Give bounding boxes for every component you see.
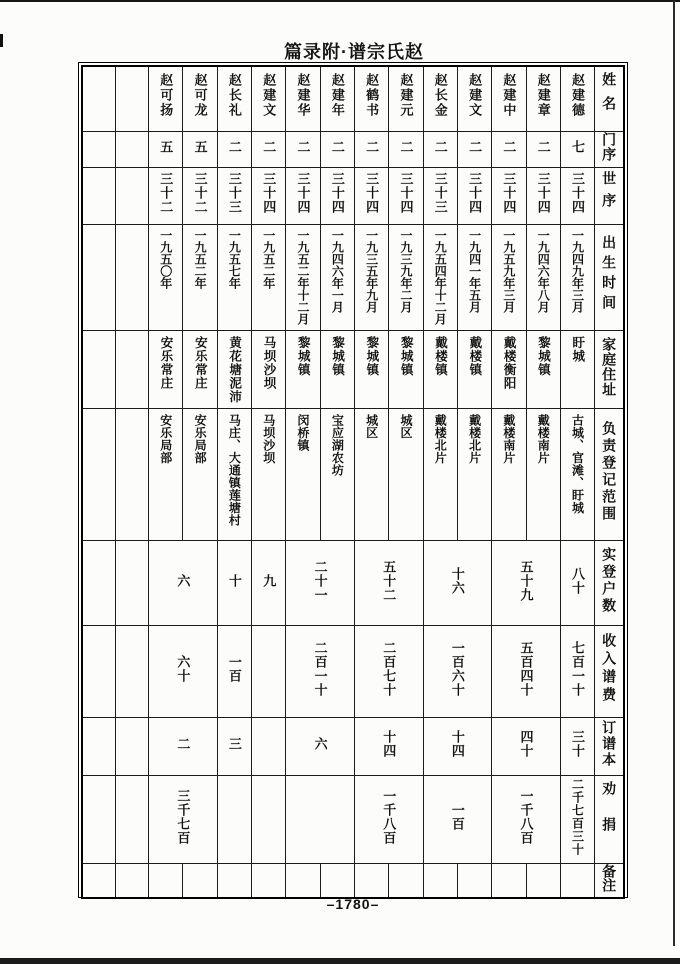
donation-cell [286,776,355,864]
name-cell: 赵建文 [457,66,491,131]
birth-cell: 一九四六年一月 [320,224,354,330]
volumes-cell: 三 [217,718,251,776]
address-cell: 安乐常庄 [149,330,183,409]
row-generation-order [82,167,624,224]
empty-cell [82,776,115,864]
remarks-cell [423,864,457,899]
branch-order-cell: 二 [492,131,526,167]
birth-cell: 一九四六年八月 [526,224,560,330]
birth-cell: 一九五九年三月 [492,224,526,330]
generation-cell: 三十四 [354,167,388,224]
row-header-fee-income: 收入谱费 [595,626,624,718]
address-cell: 黎城镇 [286,330,320,409]
generation-cell: 三十二 [183,167,217,224]
page-number: –1780– [326,896,380,912]
address-cell: 戴楼镇 [423,330,457,409]
row-header-birth-date: 出生时间 [595,224,624,330]
generation-cell: 三十四 [492,167,526,224]
branch-order-cell: 二 [423,131,457,167]
scope-cell: 马庄、大通镇莲塘村 [217,409,251,541]
empty-cell [115,541,148,626]
row-remarks [82,864,624,899]
remarks-cell [526,864,560,899]
branch-order-cell: 二 [457,131,491,167]
branch-order-cell: 五 [183,131,217,167]
fee-cell: 五百四十 [492,626,561,718]
donation-cell: 一百 [423,776,492,864]
branch-order-cell: 二 [286,131,320,167]
birth-cell: 一九三五年九月 [354,224,388,330]
scope-cell: 城区 [354,409,388,541]
fee-cell: 六十 [149,626,218,718]
name-cell: 赵可龙 [183,66,217,131]
address-cell: 黎城镇 [389,330,423,409]
name-cell: 赵建中 [492,66,526,131]
empty-cell [82,626,115,718]
households-cell: 五十二 [354,541,423,626]
donation-cell: 二千七百三十 [560,776,594,864]
row-birth-date [82,224,624,330]
scope-cell: 戴楼南片 [492,409,526,541]
row-header-ordered-volumes: 订谱本 [595,718,624,776]
birth-cell: 一九五七年 [217,224,251,330]
scope-cell: 戴楼南片 [526,409,560,541]
fee-cell [252,626,286,718]
page-title: 篇录附·谱宗氏赵 [284,42,424,62]
remarks-cell [286,864,320,899]
address-cell: 戴楼镇 [457,330,491,409]
scan-edge-right [673,0,675,946]
birth-cell: 一九五〇年 [149,224,183,330]
birth-cell: 一九四一年五月 [457,224,491,330]
address-cell: 黎城镇 [320,330,354,409]
generation-cell: 三十四 [526,167,560,224]
row-names [82,66,624,131]
row-header-generation-order: 世序 [595,167,624,224]
empty-cell [115,864,148,899]
branch-order-cell: 二 [217,131,251,167]
genealogy-register-table [78,62,628,898]
row-registered-households [82,541,624,626]
address-cell: 黎城镇 [354,330,388,409]
empty-cell [82,718,115,776]
volumes-cell: 三十 [560,718,594,776]
address-cell: 戴楼衡阳 [492,330,526,409]
fee-cell: 一百六十 [423,626,492,718]
fee-cell: 二百一十 [286,626,355,718]
name-cell: 赵建文 [252,66,286,131]
name-cell: 赵可扬 [149,66,183,131]
row-header-name: 姓名 [595,66,624,131]
remarks-cell [457,864,491,899]
empty-cell [115,409,148,541]
name-cell: 赵建年 [320,66,354,131]
remarks-cell [217,864,251,899]
empty-cell [82,541,115,626]
birth-cell: 一九五二年 [252,224,286,330]
scope-cell: 古城、官滩、盱城 [560,409,594,541]
remarks-cell [183,864,217,899]
name-cell: 赵长金 [423,66,457,131]
empty-cell [82,66,115,131]
name-cell: 赵建元 [389,66,423,131]
scope-cell: 马坝沙坝 [252,409,286,541]
birth-cell: 一九三九年二月 [389,224,423,330]
volumes-cell: 四十 [492,718,561,776]
scan-edge-tick [0,34,3,47]
row-header-remarks: 备注 [595,864,624,899]
donation-cell: 三千七百 [149,776,218,864]
birth-cell: 一九五四年十二月 [423,224,457,330]
row-fee-income [82,626,624,718]
branch-order-cell: 二 [389,131,423,167]
empty-cell [82,224,115,330]
volumes-cell: 十四 [354,718,423,776]
remarks-cell [560,864,594,899]
birth-cell: 一九五二年 [183,224,217,330]
address-cell: 黎城镇 [526,330,560,409]
row-branch-order [82,131,624,167]
volumes-cell: 二 [149,718,218,776]
generation-cell: 三十三 [423,167,457,224]
name-cell: 赵建德 [560,66,594,131]
row-ordered-volumes [82,718,624,776]
scan-edge-bottom [0,958,680,964]
name-cell: 赵建华 [286,66,320,131]
generation-cell: 三十四 [457,167,491,224]
donation-cell: 一千八百 [354,776,423,864]
empty-cell [82,864,115,899]
name-cell: 赵建章 [526,66,560,131]
generation-cell: 三十四 [320,167,354,224]
households-cell: 十六 [423,541,492,626]
branch-order-cell: 二 [320,131,354,167]
fee-cell: 七百一十 [560,626,594,718]
birth-cell: 一九四九年三月 [560,224,594,330]
generation-cell: 三十三 [217,167,251,224]
address-cell: 马坝沙坝 [252,330,286,409]
donation-cell [252,776,286,864]
scope-cell: 闵桥镇 [286,409,320,541]
generation-cell: 三十四 [252,167,286,224]
branch-order-cell: 二 [354,131,388,167]
empty-cell [115,626,148,718]
remarks-cell [320,864,354,899]
branch-order-cell: 五 [149,131,183,167]
branch-order-cell: 二 [252,131,286,167]
scope-cell: 安乐局部 [149,409,183,541]
households-cell: 九 [252,541,286,626]
row-home-address [82,330,624,409]
birth-cell: 一九五二年十二月 [286,224,320,330]
remarks-cell [492,864,526,899]
register-table [81,65,625,899]
empty-cell [82,330,115,409]
empty-cell [115,330,148,409]
empty-cell [82,167,115,224]
households-cell: 八十 [560,541,594,626]
address-cell: 黄花塘泥沛 [217,330,251,409]
scope-cell: 戴楼北片 [423,409,457,541]
households-cell: 十 [217,541,251,626]
households-cell: 二十一 [286,541,355,626]
row-header-registered-households: 实登户数 [595,541,624,626]
scope-cell: 戴楼北片 [457,409,491,541]
volumes-cell: 六 [286,718,355,776]
remarks-cell [149,864,183,899]
generation-cell: 三十四 [560,167,594,224]
row-donation [82,776,624,864]
empty-cell [115,66,148,131]
name-cell: 赵鹤书 [354,66,388,131]
address-cell: 盱城 [560,330,594,409]
remarks-cell [354,864,388,899]
remarks-cell [389,864,423,899]
row-registration-scope [82,409,624,541]
row-header-registration-scope: 负责登记范围 [595,409,624,541]
branch-order-cell: 七 [560,131,594,167]
row-header-donation: 劝捐 [595,776,624,864]
scope-cell: 城区 [389,409,423,541]
scope-cell: 安乐局部 [183,409,217,541]
empty-cell [115,776,148,864]
empty-cell [115,131,148,167]
empty-cell [82,409,115,541]
generation-cell: 三十二 [149,167,183,224]
empty-cell [82,131,115,167]
empty-cell [115,718,148,776]
scope-cell: 宝应湖农坊 [320,409,354,541]
donation-cell [217,776,251,864]
branch-order-cell: 二 [526,131,560,167]
empty-cell [115,167,148,224]
row-header-branch-order: 门序 [595,131,624,167]
households-cell: 五十九 [492,541,561,626]
generation-cell: 三十四 [389,167,423,224]
volumes-cell: 十四 [423,718,492,776]
address-cell: 安乐常庄 [183,330,217,409]
row-header-home-address: 家庭住址 [595,330,624,409]
name-cell: 赵长礼 [217,66,251,131]
donation-cell: 一千八百 [492,776,561,864]
households-cell: 六 [149,541,218,626]
generation-cell: 三十四 [286,167,320,224]
empty-cell [115,224,148,330]
volumes-cell [252,718,286,776]
fee-cell: 一百 [217,626,251,718]
scan-edge-top [0,0,680,2]
fee-cell: 二百七十 [354,626,423,718]
remarks-cell [252,864,286,899]
